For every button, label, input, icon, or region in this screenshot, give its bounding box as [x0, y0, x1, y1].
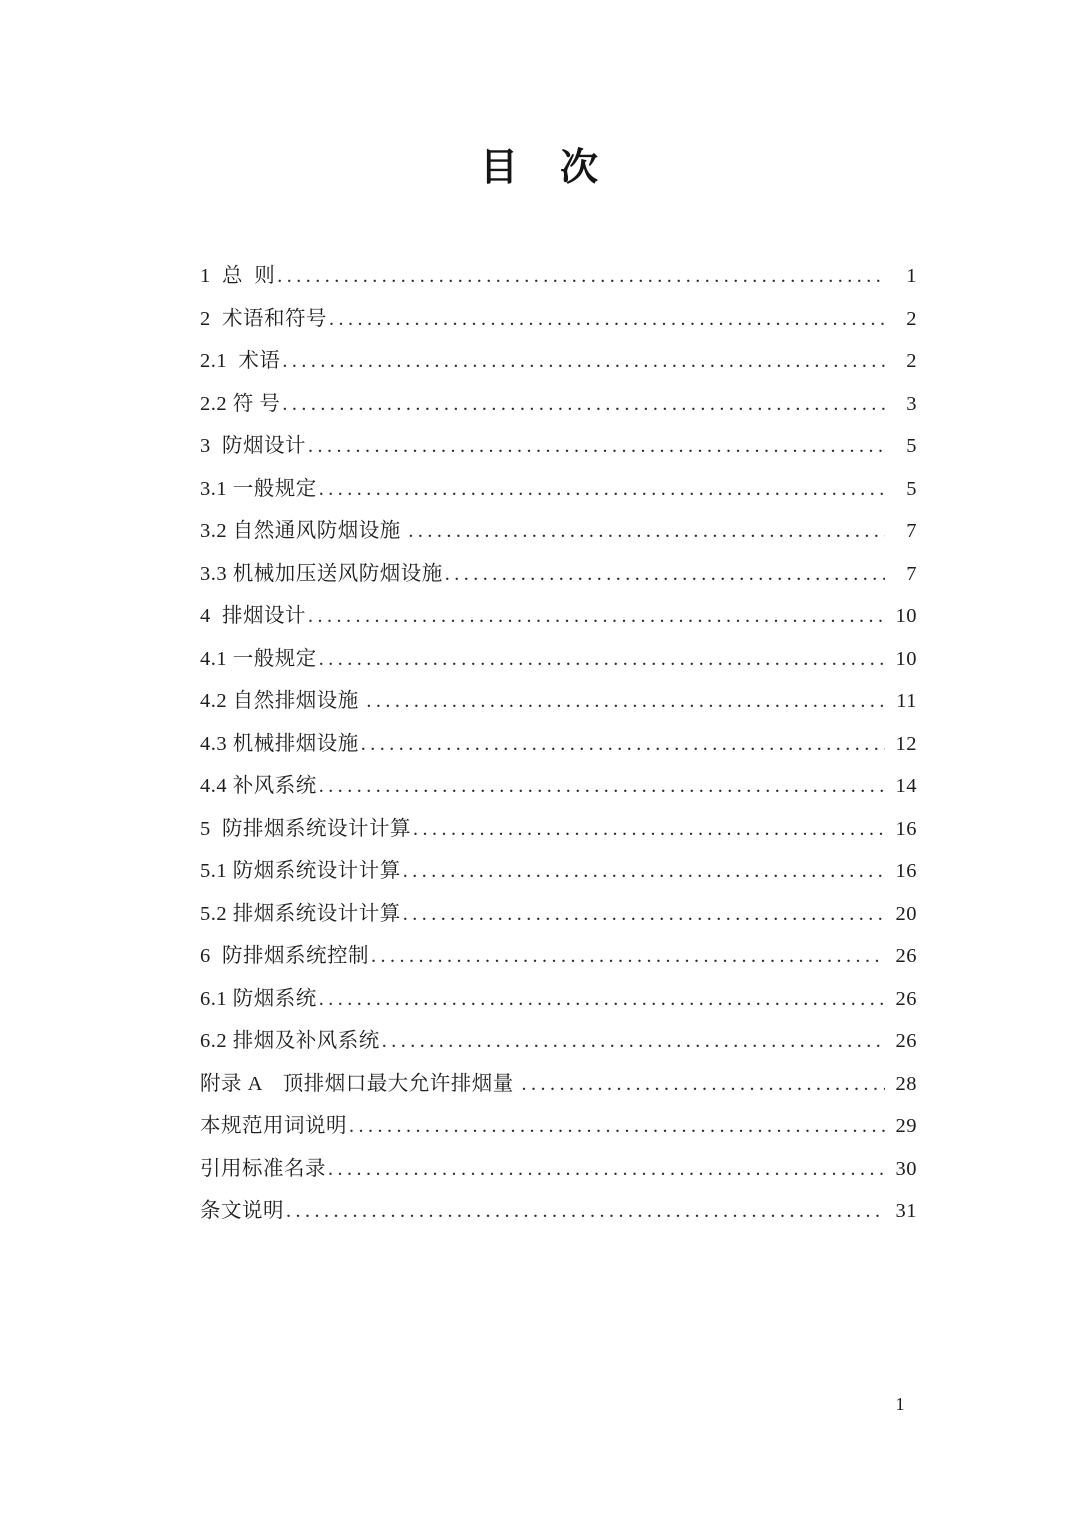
toc-entry-page: 16 [895, 860, 917, 882]
toc-leader-dots [403, 902, 885, 926]
toc-leader-dots [308, 434, 885, 458]
toc-leader-dots [286, 1199, 885, 1223]
toc-leader-dots [277, 264, 885, 288]
toc-entry-page: 5 [906, 435, 917, 457]
toc-entry-label: 5.2 排烟系统设计计算 [200, 902, 401, 925]
toc-entry [200, 1199, 917, 1242]
toc-entry-page: 28 [895, 1072, 917, 1095]
toc-leader-dots [308, 604, 885, 628]
toc-entry-label: 2.1 术语 [200, 350, 281, 372]
toc-entry-page: 10 [895, 647, 917, 670]
toc-entry [200, 264, 917, 307]
toc-entry-page: 29 [895, 1115, 917, 1137]
toc-entry-page: 1 [906, 265, 917, 287]
toc-entry-page: 10 [895, 605, 917, 627]
toc-leader-dots [319, 477, 885, 501]
toc-leader-dots [408, 519, 885, 543]
toc-entry-page: 26 [895, 945, 917, 967]
toc-entry [200, 902, 917, 945]
toc-entry [200, 817, 917, 860]
toc-entry-label: 4.3 机械排烟设施 [200, 732, 359, 755]
toc-entry-page: 26 [895, 987, 917, 1010]
toc-entry [200, 944, 917, 987]
toc-entry [200, 1072, 917, 1115]
toc-entry-page: 2 [906, 307, 917, 330]
toc-entry-label: 2 术语和符号 [200, 307, 327, 330]
toc-leader-dots [366, 689, 885, 713]
toc-entry [200, 647, 917, 690]
toc-entry [200, 477, 917, 520]
toc-entry-page: 2 [906, 350, 917, 372]
toc-entry-label: 引用标准名录 [200, 1157, 326, 1180]
toc-list [200, 264, 917, 1242]
toc-entry-label: 条文说明 [200, 1200, 284, 1222]
toc-entry-label: 6 防排烟系统控制 [200, 945, 369, 967]
toc-entry-label: 4 排烟设计 [200, 605, 306, 627]
toc-entry [200, 689, 917, 732]
toc-leader-dots [328, 1157, 885, 1181]
toc-entry-label: 1 总 则 [200, 265, 276, 287]
toc-entry-page: 5 [906, 477, 917, 500]
toc-entry-page: 12 [895, 732, 917, 755]
toc-leader-dots [349, 1114, 885, 1138]
toc-entry [200, 519, 917, 562]
toc-entry-page: 16 [895, 817, 917, 840]
toc-entry [200, 732, 917, 775]
toc-entry [200, 434, 917, 477]
toc-entry-label: 本规范用词说明 [200, 1115, 347, 1137]
toc-leader-dots [319, 647, 885, 671]
toc-leader-dots [371, 944, 885, 968]
toc-entry-page: 26 [895, 1030, 917, 1052]
toc-entry [200, 1157, 917, 1200]
toc-entry-label: 2.2 符 号 [200, 392, 281, 415]
toc-entry-page: 20 [895, 902, 917, 925]
toc-entry-label: 4.1 一般规定 [200, 647, 317, 670]
toc-entry [200, 774, 917, 817]
toc-leader-dots [319, 987, 885, 1011]
toc-leader-dots [382, 1029, 885, 1053]
toc-entry-label: 4.4 补风系统 [200, 775, 317, 797]
toc-entry [200, 604, 917, 647]
toc-entry-page: 7 [906, 520, 917, 542]
toc-leader-dots [403, 859, 885, 883]
toc-leader-dots [282, 392, 885, 416]
toc-entry-label: 5.1 防烟系统设计计算 [200, 860, 401, 882]
toc-entry-page: 3 [906, 392, 917, 415]
toc-entry-label: 3.3 机械加压送风防烟设施 [200, 562, 443, 585]
toc-entry-page: 14 [895, 775, 917, 797]
toc-entry-label: 3.1 一般规定 [200, 477, 317, 500]
toc-entry [200, 859, 917, 902]
toc-entry-page: 31 [895, 1200, 917, 1222]
toc-entry [200, 307, 917, 350]
toc-leader-dots [521, 1072, 885, 1096]
toc-leader-dots [282, 349, 885, 373]
toc-entry-page: 30 [895, 1157, 917, 1180]
toc-entry [200, 349, 917, 392]
toc-entry [200, 392, 917, 435]
toc-entry-label: 6.1 防烟系统 [200, 987, 317, 1010]
toc-entry-label: 6.2 排烟及补风系统 [200, 1030, 380, 1052]
footer-page-number: 1 [895, 1394, 905, 1414]
toc-entry-page: 11 [896, 690, 917, 712]
toc-entry [200, 562, 917, 605]
toc-entry [200, 1114, 917, 1157]
toc-entry-label: 3.2 自然通风防烟设施 [200, 520, 407, 542]
toc-entry-label: 4.2 自然排烟设施 [200, 690, 365, 712]
toc-entry [200, 1029, 917, 1072]
toc-entry-label: 3 防烟设计 [200, 435, 306, 457]
toc-leader-dots [319, 774, 885, 798]
toc-entry-label: 5 防排烟系统设计计算 [200, 817, 411, 840]
toc-entry-label: 附录 A 顶排烟口最大允许排烟量 [200, 1072, 520, 1095]
toc-entry [200, 987, 917, 1030]
toc-leader-dots [361, 732, 885, 756]
page-title: 目 次 [479, 147, 600, 189]
toc-leader-dots [329, 307, 885, 331]
toc-leader-dots [413, 817, 885, 841]
toc-entry-page: 7 [906, 562, 917, 585]
toc-leader-dots [445, 562, 885, 586]
